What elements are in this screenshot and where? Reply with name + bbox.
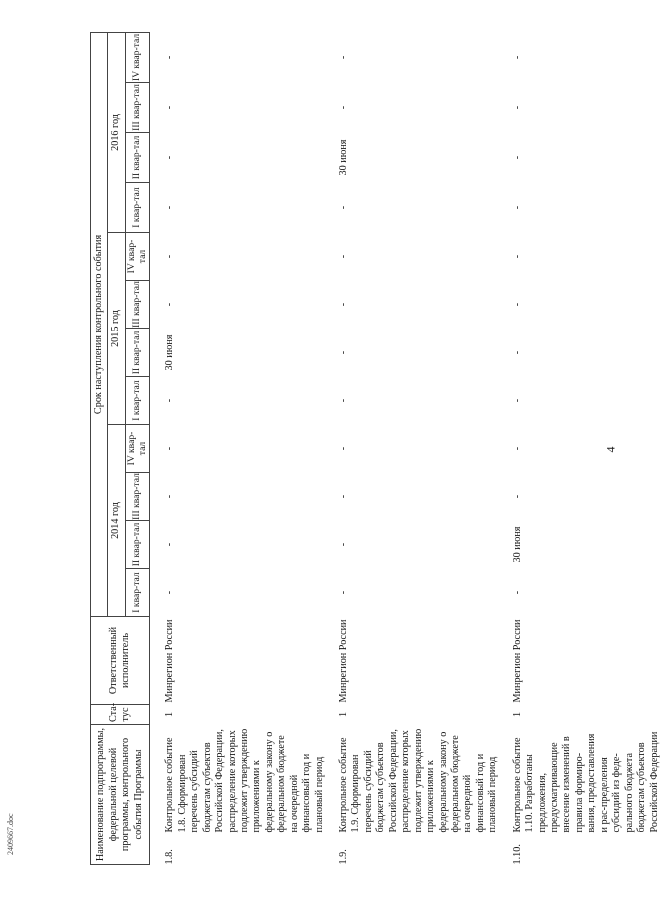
deadline-cell: - — [511, 205, 523, 210]
deadline-cell: - — [511, 105, 523, 110]
deadline-cell: - — [164, 446, 176, 451]
deadline-cell: - — [164, 155, 176, 160]
deadline-cell: - — [338, 350, 350, 355]
deadline-cell: - — [164, 302, 176, 307]
quarter-header: III квар-тал — [125, 281, 149, 329]
table-row — [510, 32, 671, 864]
quarter-header: IV квар-тал — [125, 425, 149, 473]
deadline-cell: - — [511, 302, 523, 307]
quarter-header: I квар-тал — [125, 377, 149, 425]
event-status: 1 — [338, 711, 350, 718]
deadline-cell: - — [164, 398, 176, 403]
deadline-cell: - — [338, 494, 350, 499]
name-column-header: Наименование подпрограммы, федеральной целевой программы, контрольного события Программы — [91, 725, 150, 865]
year-header-2015: 2015 год — [108, 233, 125, 425]
event-name: Контрольное событие 1.9. Сформирован перечень субсидий бюджетам субъектов Российской Федерации, распределение которых подлежит утверждению приложениями к федеральному закону о федеральном бюджете на очередной финансовый год и плановый период — [338, 728, 499, 833]
quarter-header: III квар-тал — [125, 83, 149, 133]
deadline-cell: - — [164, 55, 176, 60]
row-number: 1.9. — [338, 849, 350, 865]
deadline-cell: - — [338, 542, 350, 547]
deadline-cell: - — [164, 542, 176, 547]
responsible-executor: Минрегион России — [338, 619, 350, 703]
deadline-cell: - — [511, 398, 523, 403]
deadline-cell: - — [164, 494, 176, 499]
deadline-cell: - — [338, 398, 350, 403]
deadline-cell: - — [338, 205, 350, 210]
deadline-cell: - — [511, 494, 523, 499]
deadline-cell: 30 июня — [338, 139, 350, 176]
deadline-cell: - — [164, 254, 176, 259]
row-number: 1.8. — [164, 849, 176, 865]
status-column-header: Ста-тус — [91, 705, 150, 725]
table-body — [150, 32, 671, 864]
period-group-header: Срок наступления контрольного события — [91, 32, 108, 616]
deadline-cell: - — [338, 302, 350, 307]
event-name: Контрольное событие 1.10. Разработаны предложения, предусматривающие внесение изменений в правила формиро-вания, предоставления и рас-пределения субсидий из феде-рального бюджета бюджетам субъектов Российской Федерации — [511, 731, 660, 833]
table-row — [336, 32, 510, 864]
quarter-header: I квар-тал — [125, 183, 149, 233]
event-status: 1 — [164, 711, 176, 718]
deadline-cell: - — [511, 254, 523, 259]
deadline-cell: - — [338, 446, 350, 451]
quarter-header: IV квар-тал — [125, 233, 149, 281]
deadline-cell: - — [164, 105, 176, 110]
document-id: 2409667.doc — [6, 813, 15, 855]
year-header-2014: 2014 год — [108, 425, 125, 617]
deadline-cell: 30 июня — [511, 526, 523, 563]
event-name: Контрольное событие 1.8. Сформирован перечень субсидий бюджетам субъектов Российской Федерации, распределение которых подлежит утверждению приложениями к федеральному закону о федеральном бюджете на очередной финансовый год и плановый период — [164, 728, 325, 833]
quarter-header: II квар-тал — [125, 133, 149, 183]
row-number: 1.10. — [511, 844, 523, 865]
deadline-cell: - — [511, 446, 523, 451]
quarter-header: I квар-тал — [125, 569, 149, 617]
quarter-header: III квар-тал — [125, 473, 149, 521]
deadline-cell: - — [511, 155, 523, 160]
table-row — [150, 32, 336, 864]
deadline-cell: 30 июня — [164, 334, 176, 371]
page-number: 4 — [603, 446, 618, 453]
control-events-table — [90, 32, 671, 865]
table-header — [91, 32, 150, 864]
deadline-cell: - — [338, 55, 350, 60]
quarter-header: IV квар-тал — [125, 32, 149, 82]
deadline-cell: - — [164, 205, 176, 210]
deadline-cell: - — [511, 350, 523, 355]
quarter-header: II квар-тал — [125, 521, 149, 569]
deadline-cell: - — [511, 590, 523, 595]
deadline-cell: - — [511, 55, 523, 60]
deadline-cell: - — [164, 590, 176, 595]
event-status: 1 — [511, 711, 523, 718]
responsible-column-header: Ответственный исполнитель — [91, 617, 150, 705]
quarter-header: II квар-тал — [125, 329, 149, 377]
deadline-cell: - — [338, 590, 350, 595]
deadline-cell: - — [338, 254, 350, 259]
control-events-table-sheet — [90, 33, 660, 865]
responsible-executor: Минрегион России — [511, 619, 523, 703]
responsible-executor: Минрегион России — [164, 619, 176, 703]
deadline-cell: - — [338, 105, 350, 110]
year-header-2016: 2016 год — [108, 32, 125, 232]
